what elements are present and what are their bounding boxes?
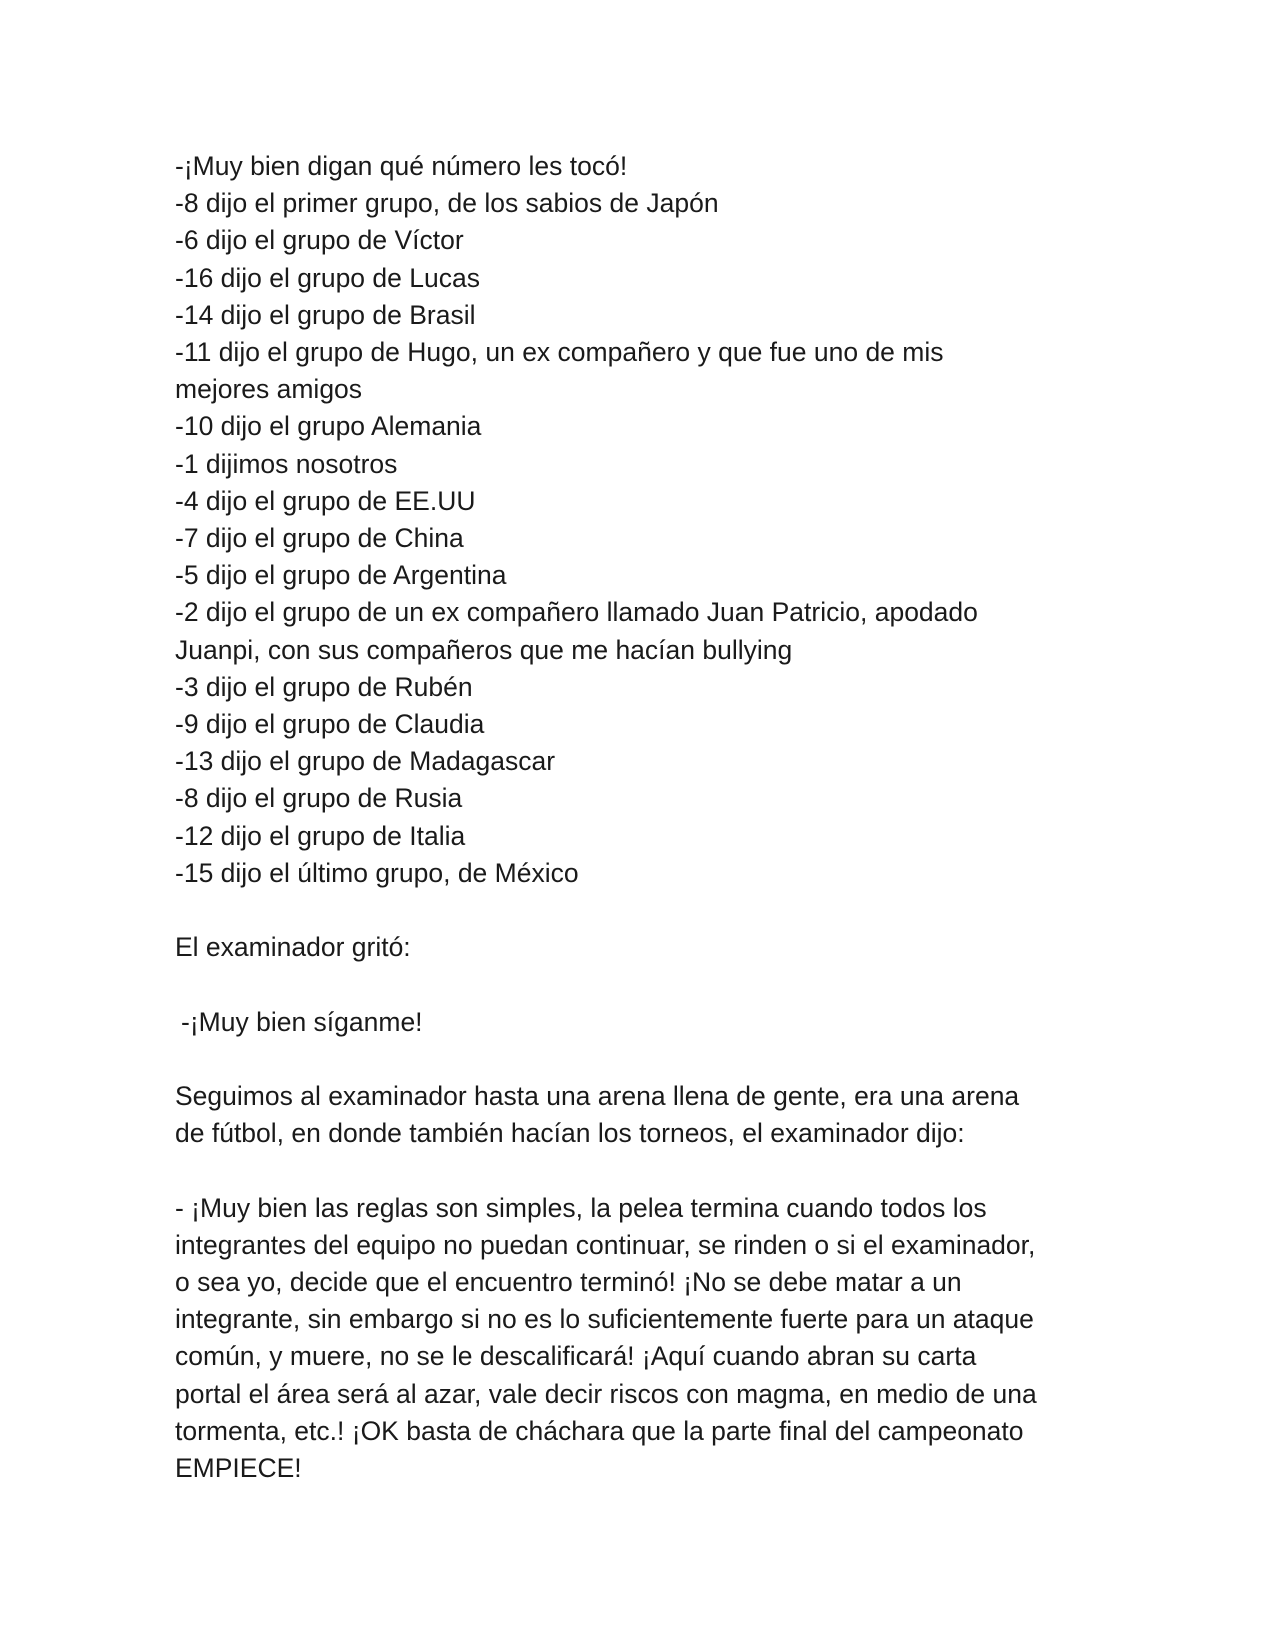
list-line: -3 dijo el grupo de Rubén xyxy=(175,671,473,702)
list-line: -11 dijo el grupo de Hugo, un ex compañero y que fue uno de mis xyxy=(175,337,944,368)
document-body xyxy=(175,148,1095,1487)
list-line: -6 dijo el grupo de Víctor xyxy=(175,225,464,256)
paragraph-gap xyxy=(175,892,1095,929)
list-line: -2 dijo el grupo de un ex compañero llamado Juan Patricio, apodado xyxy=(175,597,978,628)
follow-me-line: -¡Muy bien síganme! xyxy=(181,1006,423,1037)
numbers-list xyxy=(175,148,1095,892)
examiner-shout-line: El examinador gritó: xyxy=(175,932,411,963)
list-line: -9 dijo el grupo de Claudia xyxy=(175,709,485,740)
paragraph-gap xyxy=(175,966,1095,1003)
arena-paragraph xyxy=(175,1078,1095,1152)
rules-line: común, y muere, no se le descalificará! ¡Aquí cuando abran su carta xyxy=(175,1341,977,1372)
list-line: -4 dijo el grupo de EE.UU xyxy=(175,485,476,516)
paragraph-gap xyxy=(175,1041,1095,1078)
rules-line: integrantes del equipo no puedan continuar, se rinden o si el examinador, xyxy=(175,1229,1036,1260)
list-line: -¡Muy bien digan qué número les tocó! xyxy=(175,151,628,181)
list-line: -5 dijo el grupo de Argentina xyxy=(175,560,507,591)
list-line: -1 dijimos nosotros xyxy=(175,448,398,479)
list-line: -10 dijo el grupo Alemania xyxy=(175,411,482,442)
list-line: -8 dijo el grupo de Rusia xyxy=(175,783,463,814)
list-line: -13 dijo el grupo de Madagascar xyxy=(175,746,556,777)
rules-line: portal el área será al azar, vale decir riscos con magma, en medio de una xyxy=(175,1378,1037,1409)
rules-line: EMPIECE! xyxy=(175,1453,302,1484)
rules-line: integrante, sin embargo si no es lo suficientemente fuerte para un ataque xyxy=(175,1304,1034,1335)
list-line: -15 dijo el último grupo, de México xyxy=(175,857,579,888)
list-line: Juanpi, con sus compañeros que me hacían bullying xyxy=(175,634,793,665)
arena-line: Seguimos al examinador hasta una arena llena de gente, era una arena xyxy=(175,1081,1020,1112)
list-line: -7 dijo el grupo de China xyxy=(175,523,464,554)
rules-paragraph xyxy=(175,1190,1095,1488)
list-line: -8 dijo el primer grupo, de los sabios de Japón xyxy=(175,188,719,219)
rules-line: - ¡Muy bien las reglas son simples, la pelea termina cuando todos los xyxy=(175,1192,987,1223)
list-line: -12 dijo el grupo de Italia xyxy=(175,820,466,851)
paragraph-gap xyxy=(175,1152,1095,1189)
arena-line: de fútbol, en donde también hacían los torneos, el examinador dijo: xyxy=(175,1118,965,1149)
list-line: -16 dijo el grupo de Lucas xyxy=(175,262,480,293)
list-line: -14 dijo el grupo de Brasil xyxy=(175,299,476,330)
rules-line: tormenta, etc.! ¡OK basta de cháchara que la parte final del campeonato xyxy=(175,1415,1024,1446)
rules-line: o sea yo, decide que el encuentro terminó! ¡No se debe matar a un xyxy=(175,1267,962,1298)
list-line: mejores amigos xyxy=(175,374,363,405)
